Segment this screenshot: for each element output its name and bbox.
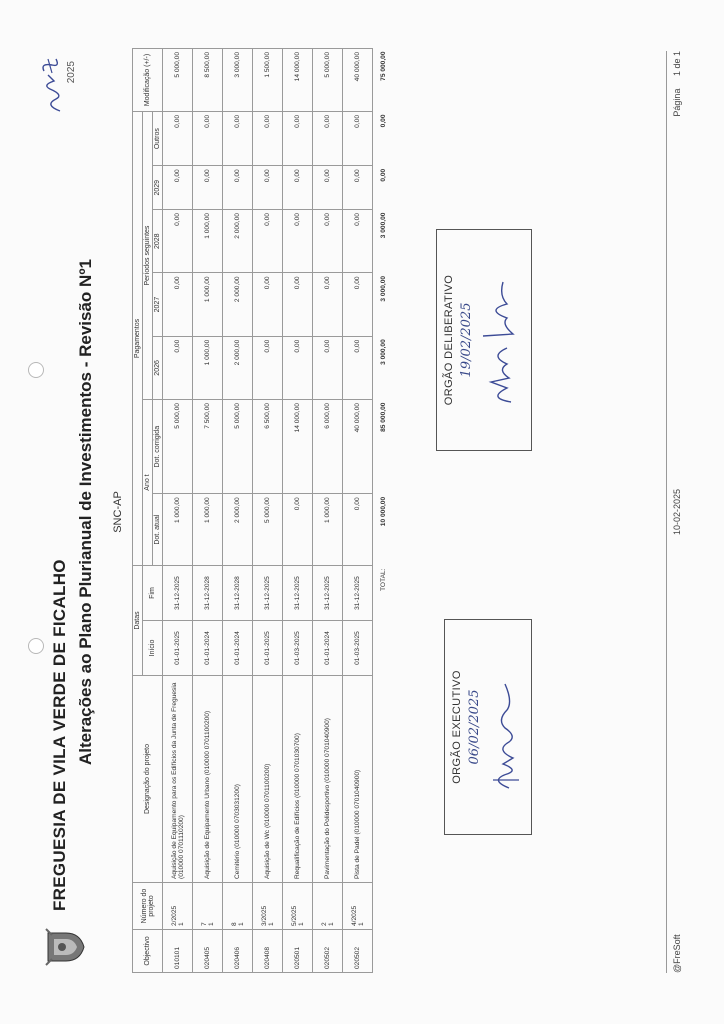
cell-modificacao: 40 000,00 <box>343 49 373 112</box>
numero-main: 3/2025 <box>260 905 268 926</box>
col-fim: Fim <box>143 566 163 621</box>
table-row <box>163 49 193 973</box>
col-outros: Outros <box>153 112 163 166</box>
cell-dot-atual: 1 000,00 <box>193 494 223 566</box>
cell-2026: 0,00 <box>283 336 313 399</box>
cell-2029: 0,00 <box>253 166 283 210</box>
handwritten-initials-icon <box>38 55 72 115</box>
cell-outros: 0,00 <box>193 112 223 166</box>
cell-2026: 2 000,00 <box>223 336 253 399</box>
total-modificacao: 75 000,00 <box>379 51 387 81</box>
cell-2028: 0,00 <box>163 210 193 273</box>
cell-dot-corrigida: 40 000,00 <box>343 400 373 494</box>
cell-dot-atual: 1 000,00 <box>163 494 193 566</box>
cell-designacao: Requalificação de Edifícios (010000 0701030700) <box>283 676 313 883</box>
cell-objectivo: 020405 <box>193 930 223 973</box>
numero-sub: 1 <box>267 922 275 926</box>
table-row <box>283 49 313 973</box>
cell-outros: 0,00 <box>283 112 313 166</box>
col-designacao: Designação do projeto <box>133 676 163 883</box>
cell-2027: 0,00 <box>283 273 313 336</box>
cell-2028: 0,00 <box>313 210 343 273</box>
document-subtitle: SNC-AP <box>112 491 124 533</box>
total-dot-atual: 10 000,00 <box>379 496 387 527</box>
cell-modificacao: 8 500,00 <box>193 49 223 112</box>
cell-2027: 1 000,00 <box>193 273 223 336</box>
cell-designacao: Aquisição de Wc (010000 0701100200) <box>253 676 283 883</box>
col-inicio: Início <box>143 621 163 676</box>
cell-dot-atual: 0,00 <box>343 494 373 566</box>
cell-numero <box>223 883 253 930</box>
cell-dot-corrigida: 5 000,00 <box>163 400 193 494</box>
cell-dot-corrigida: 7 500,00 <box>193 400 223 494</box>
numero-sub: 1 <box>207 922 215 926</box>
cell-numero <box>253 883 283 930</box>
year-label: 2025 <box>66 61 77 84</box>
cell-inicio: 01-03-2025 <box>343 621 373 676</box>
cell-numero <box>193 883 223 930</box>
deliberativo-signature-icon <box>477 270 521 410</box>
total-2029: 0,00 <box>379 168 387 182</box>
cell-modificacao: 14 000,00 <box>283 49 313 112</box>
table-row <box>223 49 253 973</box>
col-2029: 2029 <box>153 166 163 210</box>
total-2028: 3 000,00 <box>379 212 387 239</box>
cell-dot-atual: 2 000,00 <box>223 494 253 566</box>
orgao-deliberativo-date: 19/02/2025 <box>459 302 474 378</box>
cell-fim: 31-12-2028 <box>223 566 253 621</box>
page-value: 1 de 1 <box>672 51 682 77</box>
orgao-deliberativo-title: ORGÃO DELIBERATIVO <box>443 274 455 406</box>
cell-objectivo: 020502 <box>343 930 373 973</box>
numero-sub: 1 <box>237 922 245 926</box>
total-2026: 3 000,00 <box>379 339 387 365</box>
cell-modificacao: 1 500,00 <box>253 49 283 112</box>
cell-numero <box>163 883 193 930</box>
col-modificacao: Modificação (+/-) <box>133 49 163 112</box>
total-row <box>373 49 394 973</box>
rotated-document <box>32 37 692 987</box>
cell-2029: 0,00 <box>193 166 223 210</box>
footer-page <box>672 51 682 117</box>
cell-inicio: 01-01-2025 <box>253 621 283 676</box>
cell-outros: 0,00 <box>223 112 253 166</box>
cell-modificacao: 3 000,00 <box>223 49 253 112</box>
numero-main: 4/2025 <box>350 905 358 926</box>
cell-objectivo: 020408 <box>253 930 283 973</box>
cell-inicio: 01-01-2024 <box>223 621 253 676</box>
orgao-executivo-title: ORGÃO EXECUTIVO <box>451 670 463 784</box>
cell-fim: 31-12-2028 <box>193 566 223 621</box>
orgao-executivo-box <box>444 619 532 835</box>
cell-dot-corrigida: 6 500,00 <box>253 400 283 494</box>
orgao-executivo-date: 06/02/2025 <box>467 689 482 765</box>
numero-sub: 1 <box>177 922 185 926</box>
cell-fim: 31-12-2025 <box>283 566 313 621</box>
cell-2026: 0,00 <box>343 336 373 399</box>
footer-date: 10-02-2025 <box>672 488 682 536</box>
cell-designacao: Cemitério (010000 0703031200) <box>223 676 253 883</box>
numero-sub: 1 <box>327 922 335 926</box>
total-label: TOTAL: <box>379 568 387 591</box>
cell-designacao: Aquisição de Equipamento para os Edifícios da Junta de Freguesia (010000 0701110200) <box>163 676 193 883</box>
cell-2029: 0,00 <box>343 166 373 210</box>
cell-objectivo: 020406 <box>223 930 253 973</box>
cell-2026: 0,00 <box>163 336 193 399</box>
col-dot-corrigida: Dot. corrigida <box>153 400 163 494</box>
numero-main: 2 <box>320 922 328 926</box>
cell-fim: 31-12-2025 <box>163 566 193 621</box>
cell-2029: 0,00 <box>223 166 253 210</box>
table-row <box>343 49 373 973</box>
cell-designacao: Pavimentação do Polidesportivo (010000 0701040900) <box>313 676 343 883</box>
col-ano-t: Ano t <box>143 400 153 566</box>
cell-2027: 0,00 <box>163 273 193 336</box>
footer-divider <box>666 51 667 973</box>
cell-2027: 0,00 <box>313 273 343 336</box>
cell-outros: 0,00 <box>253 112 283 166</box>
document-title: Alterações ao Plano Plurianual de Investimentos - Revisão Nº1 <box>76 259 95 765</box>
total-outros: 0,00 <box>379 114 387 128</box>
cell-dot-atual: 0,00 <box>283 494 313 566</box>
col-2028: 2028 <box>153 210 163 273</box>
cell-numero <box>313 883 343 930</box>
page-label: Página <box>672 88 682 117</box>
cell-2027: 0,00 <box>253 273 283 336</box>
cell-designacao: Aquisição de Equipamento Urbano (010000 0701100200) <box>193 676 223 883</box>
col-2027: 2027 <box>153 273 163 336</box>
cell-numero <box>343 883 373 930</box>
investment-table <box>132 48 393 973</box>
col-2026: 2026 <box>153 336 163 399</box>
cell-2027: 0,00 <box>343 273 373 336</box>
cell-fim: 31-12-2025 <box>313 566 343 621</box>
col-pagamentos: Pagamentos <box>133 112 143 566</box>
cell-2029: 0,00 <box>283 166 313 210</box>
cell-dot-atual: 5 000,00 <box>253 494 283 566</box>
table-row <box>253 49 283 973</box>
footer-software: @FreSoft <box>672 934 682 973</box>
cell-objectivo: 020501 <box>283 930 313 973</box>
cell-inicio: 01-01-2024 <box>313 621 343 676</box>
cell-numero <box>283 883 313 930</box>
total-dot-corrigida: 85 000,00 <box>379 402 387 432</box>
col-objectivo: Objectivo <box>133 930 163 973</box>
numero-main: 8 <box>230 922 238 926</box>
table-row <box>313 49 343 973</box>
table-row <box>193 49 223 973</box>
numero-sub: 1 <box>357 922 365 926</box>
numero-sub: 1 <box>297 922 305 926</box>
numero-main: 2/2025 <box>170 905 178 926</box>
cell-fim: 31-12-2025 <box>253 566 283 621</box>
cell-2028: 0,00 <box>253 210 283 273</box>
cell-objectivo: 010101 <box>163 930 193 973</box>
executivo-signature-icon <box>485 664 525 794</box>
cell-2029: 0,00 <box>163 166 193 210</box>
cell-2028: 2 000,00 <box>223 210 253 273</box>
cell-2029: 0,00 <box>313 166 343 210</box>
cell-dot-corrigida: 14 000,00 <box>283 400 313 494</box>
cell-outros: 0,00 <box>313 112 343 166</box>
cell-dot-corrigida: 6 000,00 <box>313 400 343 494</box>
cell-inicio: 01-01-2025 <box>163 621 193 676</box>
col-periodos: Períodos seguintes <box>143 112 153 400</box>
cell-modificacao: 5 000,00 <box>163 49 193 112</box>
col-numero: Número do projeto <box>133 883 163 930</box>
cell-2028: 0,00 <box>343 210 373 273</box>
cell-inicio: 01-01-2024 <box>193 621 223 676</box>
numero-main: 5/2025 <box>290 905 298 926</box>
cell-outros: 0,00 <box>163 112 193 166</box>
cell-2027: 2 000,00 <box>223 273 253 336</box>
cell-2026: 1 000,00 <box>193 336 223 399</box>
cell-modificacao: 5 000,00 <box>313 49 343 112</box>
cell-designacao: Pista de Padel (010000 0701040900) <box>343 676 373 883</box>
cell-dot-atual: 1 000,00 <box>313 494 343 566</box>
cell-fim: 31-12-2025 <box>343 566 373 621</box>
cell-dot-corrigida: 5 000,00 <box>223 400 253 494</box>
col-dot-atual: Dot. atual <box>153 494 163 566</box>
cell-inicio: 01-03-2025 <box>283 621 313 676</box>
cell-2026: 0,00 <box>313 336 343 399</box>
entity-name: FREGUESIA DE VILA VERDE DE FICALHO <box>50 559 69 911</box>
orgao-deliberativo-box <box>436 229 532 451</box>
cell-2026: 0,00 <box>253 336 283 399</box>
col-datas: Datas <box>133 566 143 676</box>
cell-objectivo: 020502 <box>313 930 343 973</box>
cell-2028: 0,00 <box>283 210 313 273</box>
numero-main: 7 <box>200 922 208 926</box>
total-2027: 3 000,00 <box>379 275 387 302</box>
cell-outros: 0,00 <box>343 112 373 166</box>
cell-2028: 1 000,00 <box>193 210 223 273</box>
